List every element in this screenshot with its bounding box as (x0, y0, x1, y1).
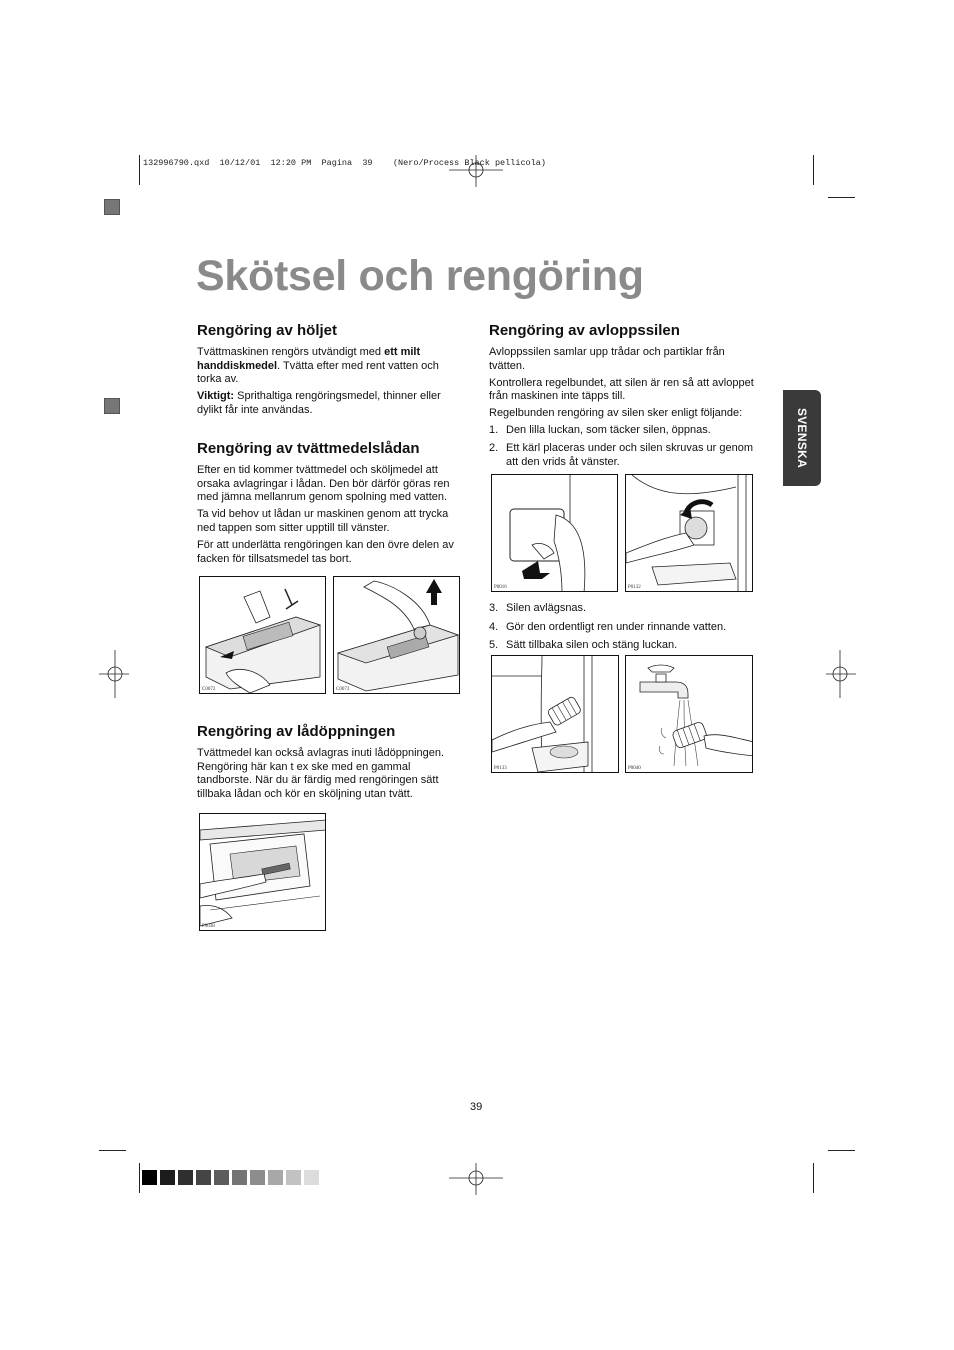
drawer-removal-drawing (200, 577, 326, 694)
open-hatch-drawing (492, 475, 618, 592)
page-title: Skötsel och rengöring (196, 252, 644, 300)
illustration-unscrew-filter (625, 474, 753, 592)
heading-tvattmedel: Rengöring av tvättmedelslådan (197, 440, 420, 457)
crop-mark (99, 1150, 126, 1151)
color-swatch (268, 1170, 283, 1185)
rinse-filter-drawing (626, 656, 753, 773)
crop-mark (139, 1163, 140, 1193)
illustration-drawer-removal (199, 576, 326, 694)
illustration-remove-filter (491, 655, 619, 773)
registration-mark-icon (826, 650, 856, 698)
steps-list-b (489, 602, 761, 653)
figure-code: P0040 (628, 766, 641, 771)
illustration-drawer-opening (199, 813, 326, 931)
crop-mark (813, 155, 814, 185)
color-swatch (250, 1170, 265, 1185)
holjet-text: Tvättmaskinen rengörs utvändigt med ett milt handdiskmedel. Tvätta efter med rent vatten och torka av. Viktigt: Sprithaltiga rengöringsmedel, thinner eller dylikt får inte användas. (197, 346, 441, 416)
crop-mark (139, 155, 140, 185)
compartment-lid-drawing (334, 577, 460, 694)
avlopp-steps-b (489, 602, 761, 657)
color-swatch (304, 1170, 319, 1185)
figure-code: C0073 (336, 687, 350, 692)
figure-code: P0038 (202, 924, 215, 929)
color-swatch (178, 1170, 193, 1185)
language-tab: SVENSKA (783, 390, 821, 486)
color-swatch (160, 1170, 175, 1185)
ladoppning-text: Tvättmedel kan också avlagras inuti lådöppningen. Rengöring här kan t ex ske med en gammal tandborste. När du är färdig med rengöringen sätt tillbaka lådan och kör en sköljning utan tvätt. (197, 747, 445, 800)
color-swatch (232, 1170, 247, 1185)
unscrew-filter-drawing (626, 475, 753, 592)
figure-code: P0132 (628, 585, 641, 590)
print-slug: 132996790.qxd 10/12/01 12:20 PM Pagina 39 (Nero/Process Black pellicola) (143, 158, 546, 168)
list-item: 1. Den lilla luckan, som täcker silen, öppnas. (489, 424, 711, 437)
list-item: 4. Gör den ordentligt ren under rinnande vatten. (489, 620, 727, 633)
illustration-compartment-lid (333, 576, 460, 694)
figure-code: P0016 (494, 585, 507, 590)
page-number: 39 (470, 1101, 483, 1113)
remove-filter-drawing (492, 656, 619, 773)
avlopp-text: Avloppssilen samlar upp trådar och partiklar från tvätten. Kontrollera regelbundet, att silen är ren så att avloppet från maskinen inte täpps till. Regelbunden rengöring av silen sker enligt följande: 1. Den lilla luckan, som täcker silen, öppnas. 2. Ett kärl placeras under och silen skruvas ur genom att den vrids åt vänster. (489, 346, 761, 473)
figure-code: C0072 (202, 687, 216, 692)
margin-square (104, 398, 120, 414)
list-item: 2. Ett kärl placeras under och silen skruvas ur genom att den vrids åt vänster. (489, 442, 754, 468)
crop-mark (813, 1163, 814, 1193)
color-swatch (196, 1170, 211, 1185)
illustration-open-hatch (491, 474, 618, 592)
heading-ladoppning: Rengöring av lådöppningen (197, 723, 396, 740)
steps-list-a (489, 424, 761, 469)
registration-mark-icon (449, 1163, 503, 1195)
heading-holjet: Rengöring av höljet (197, 322, 338, 339)
tvattmedel-text: Efter en tid kommer tvättmedel och sköljmedel att orsaka avlagringar i lådan. Den bör därför göras ren med jämna mellanrum genom spolning med vatten. Ta vid behov ut lådan ur maskinen genom att trycka ned tappen som sitter upptill till vänster. För att underlätta rengöringen kan den övre delen av facken för tillsatsmedel tas bort. (197, 464, 454, 565)
registration-mark-icon (99, 650, 129, 698)
crop-mark (828, 1150, 855, 1151)
color-swatch (214, 1170, 229, 1185)
registration-mark-icon (449, 155, 503, 187)
color-swatch (142, 1170, 157, 1185)
list-item: 3. Silen avlägsnas. (489, 602, 587, 614)
margin-square (104, 199, 120, 215)
illustration-rinse-filter (625, 655, 753, 773)
drawer-opening-drawing (200, 814, 326, 931)
figure-code: P0133 (494, 766, 507, 771)
heading-avlopp: Rengöring av avloppssilen (489, 322, 680, 339)
list-item: 5. Sätt tillbaka silen och stäng luckan. (489, 639, 678, 652)
crop-mark (828, 197, 855, 198)
color-swatch (286, 1170, 301, 1185)
